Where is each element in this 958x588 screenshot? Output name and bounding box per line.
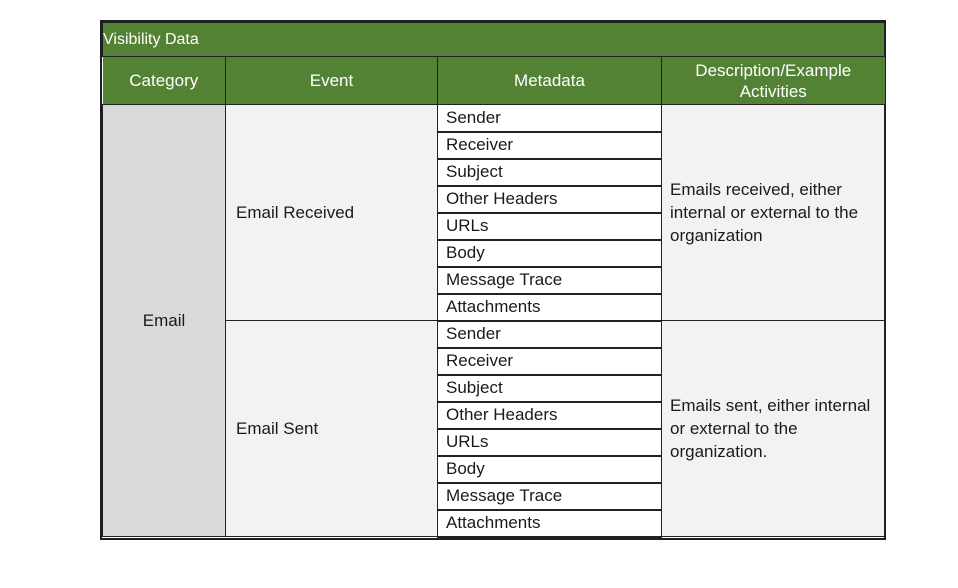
table-row	[103, 105, 885, 132]
visibility-table	[102, 22, 885, 538]
event-cell-received: Email Received	[226, 105, 438, 321]
category-cell: Email	[103, 105, 226, 537]
table-title: Visibility Data	[103, 23, 885, 57]
visibility-data-table	[100, 20, 886, 540]
header-category: Category	[103, 57, 226, 105]
header-event: Event	[226, 57, 438, 105]
metadata-cell: Message Trace	[438, 483, 662, 510]
metadata-cell: Body	[438, 240, 662, 267]
metadata-cell: Subject	[438, 375, 662, 402]
header-metadata: Metadata	[438, 57, 662, 105]
metadata-cell: Receiver	[438, 132, 662, 159]
metadata-cell: Sender	[438, 105, 662, 132]
metadata-cell: URLs	[438, 213, 662, 240]
metadata-cell: Receiver	[438, 348, 662, 375]
metadata-cell: Message Trace	[438, 267, 662, 294]
metadata-cell: Attachments	[438, 294, 662, 321]
metadata-cell: Subject	[438, 159, 662, 186]
event-cell-sent: Email Sent	[226, 321, 438, 537]
header-description: Description/Example Activities	[662, 57, 885, 105]
metadata-cell: Sender	[438, 321, 662, 348]
metadata-cell: URLs	[438, 429, 662, 456]
metadata-cell: Other Headers	[438, 402, 662, 429]
description-cell-sent: Emails sent, either internal or external to the organization.	[662, 321, 885, 537]
metadata-cell: Body	[438, 456, 662, 483]
metadata-cell: Attachments	[438, 510, 662, 537]
description-cell-received: Emails received, either internal or external to the organization	[662, 105, 885, 321]
metadata-cell: Other Headers	[438, 186, 662, 213]
